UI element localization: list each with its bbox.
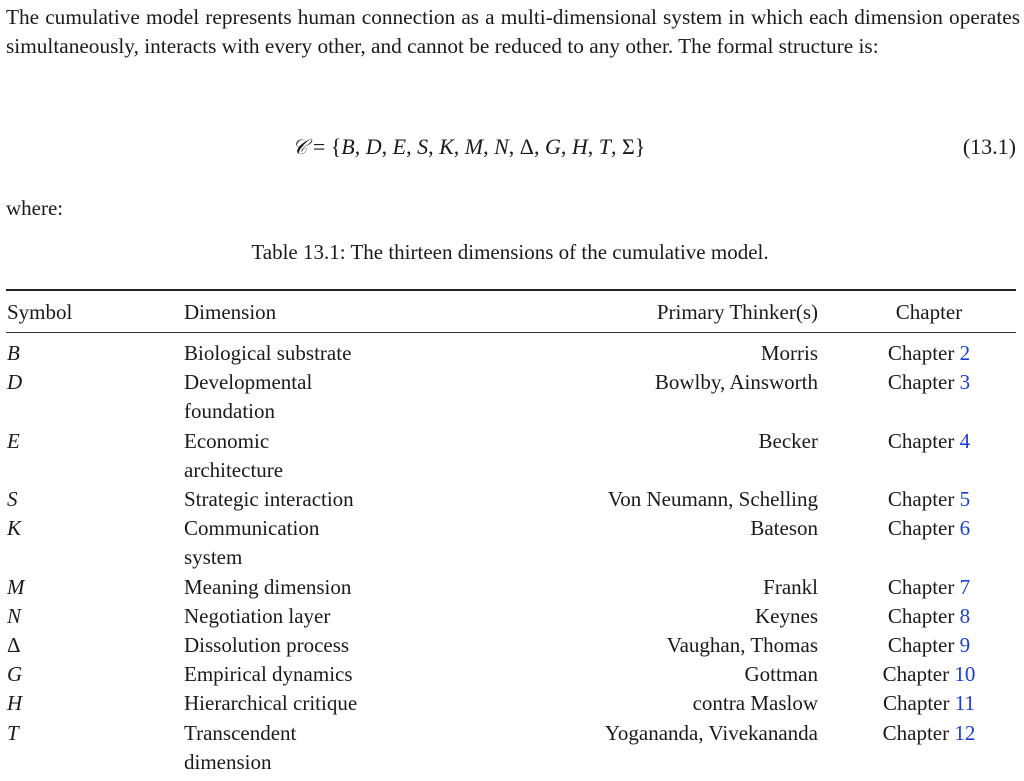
row-dimension: Hierarchical critique [184,691,358,716]
row-symbol: N [7,603,22,628]
chapter-word: Chapter [882,720,950,745]
chapter-link[interactable]: 4 [959,428,971,453]
chapter-link[interactable]: 8 [959,603,971,628]
equation-symbol: M [464,134,484,159]
equation-symbols [341,134,635,159]
row-dimension: Communication system [184,516,320,570]
row-chapter [836,514,1022,543]
header-thinkers: Primary Thinker(s) [656,300,818,324]
equation-comma: , [354,134,366,159]
chapter-word: Chapter [887,574,955,599]
chapter-link[interactable]: 3 [959,370,971,395]
table-caption-text: Table 13.1: The thirteen dimensions of the cumulative model. [251,240,769,264]
row-thinkers: contra Maslow [692,691,818,716]
row-thinkers: Gottman [744,662,818,687]
row-chapter [836,485,1022,514]
row-thinkers: Yogananda, Vivekananda [604,720,818,745]
row-thinkers: Von Neumann, Schelling [607,487,818,511]
table-top-rule [6,289,1016,291]
header-symbol: Symbol [7,300,73,324]
equation-comma: , [453,134,465,159]
chapter-word: Chapter [887,428,955,453]
equation-symbol: E [392,134,407,159]
row-dimension: Economic architecture [184,428,284,482]
equation-symbol: N [494,134,509,159]
equation-symbol: H [571,134,588,159]
intro-paragraph: The cumulative model represents human connection as a multi-dimensional system in which each dimension operates simultaneously, interacts with every other, and cannot be reduced to any other. The formal structure is: [6,5,1020,58]
equation-symbol: K [439,134,454,159]
row-chapter [836,368,1022,397]
equation-comma: , [428,134,440,159]
equation-equals: = { [307,134,342,159]
equation-comma: , [610,134,622,159]
row-symbol: H [7,691,23,716]
row-thinkers: Vaughan, Thomas [666,633,818,657]
row-dimension: Negotiation layer [184,603,331,628]
table-header-rule [6,332,1016,333]
chapter-word: Chapter [887,516,955,541]
chapter-word: Chapter [887,487,955,511]
row-chapter [836,689,1022,718]
equation-body [292,134,645,160]
equation-comma: , [483,134,495,159]
row-dimension: Meaning dimension [184,574,352,599]
row-symbol: E [7,428,20,453]
equation-13-1 [0,134,1024,166]
row-symbol: S [7,487,18,511]
row-dimension: Biological substrate [184,341,352,365]
equation-comma: , [560,134,572,159]
row-symbol: K [7,516,22,541]
row-symbol: D [7,370,23,395]
equation-comma: , [508,134,520,159]
equation-symbol: Δ [519,134,534,159]
chapter-word: Chapter [882,662,950,687]
row-thinkers: Keynes [755,603,818,628]
row-chapter [836,602,1022,631]
chapter-word: Chapter [887,603,955,628]
row-thinkers: Bateson [750,516,818,541]
row-dimension: Empirical dynamics [184,662,353,687]
row-dimension: Transcendent dimension [184,720,297,774]
equation-symbol: T [598,134,611,159]
header-dimension: Dimension [184,300,277,324]
row-symbol: M [7,574,25,599]
row-dimension: Developmental foundation [184,370,313,424]
equation-lhs: 𝒞 [292,135,308,159]
equation-symbol: Σ [621,134,635,159]
header-chapter: Chapter [895,300,963,324]
chapter-link[interactable]: 2 [959,341,971,365]
chapter-word: Chapter [887,341,955,365]
chapter-word: Chapter [887,633,955,657]
row-chapter [836,427,1022,456]
equation-comma: , [406,134,418,159]
row-chapter [836,660,1022,689]
equation-comma: , [381,134,393,159]
chapter-link[interactable]: 11 [954,691,975,716]
chapter-word: Chapter [887,370,955,395]
table-caption [0,240,1024,265]
chapter-word: Chapter [883,691,950,716]
row-thinkers: Becker [758,428,818,453]
row-thinkers: Frankl [763,574,818,599]
equation-comma: , [587,134,599,159]
equation-comma: , [533,134,545,159]
row-thinkers: Bowlby, Ainsworth [654,370,818,395]
row-chapter [836,573,1022,602]
chapter-link[interactable]: 9 [959,633,971,657]
row-chapter [836,719,1022,748]
chapter-link[interactable]: 5 [959,487,971,511]
chapter-link[interactable]: 12 [954,720,976,745]
equation-close: } [634,134,646,159]
chapter-link[interactable]: 6 [959,516,971,541]
equation-symbol: S [417,134,429,159]
where-label: where: [6,196,64,220]
equation-number: (13.1) [962,134,1016,159]
row-thinkers: Morris [760,341,818,365]
row-symbol: Δ [7,633,21,657]
equation-symbol: D [365,134,382,159]
row-chapter [836,339,1022,368]
row-dimension: Strategic interaction [184,487,354,511]
row-chapter [836,631,1022,660]
equation-symbol: B [341,134,355,159]
chapter-link[interactable]: 10 [954,662,976,687]
row-dimension: Dissolution process [184,633,350,657]
row-symbol: G [7,662,23,687]
row-symbol: B [7,341,20,365]
row-symbol: T [7,720,19,745]
chapter-link[interactable]: 7 [959,574,971,599]
equation-symbol: G [544,134,561,159]
